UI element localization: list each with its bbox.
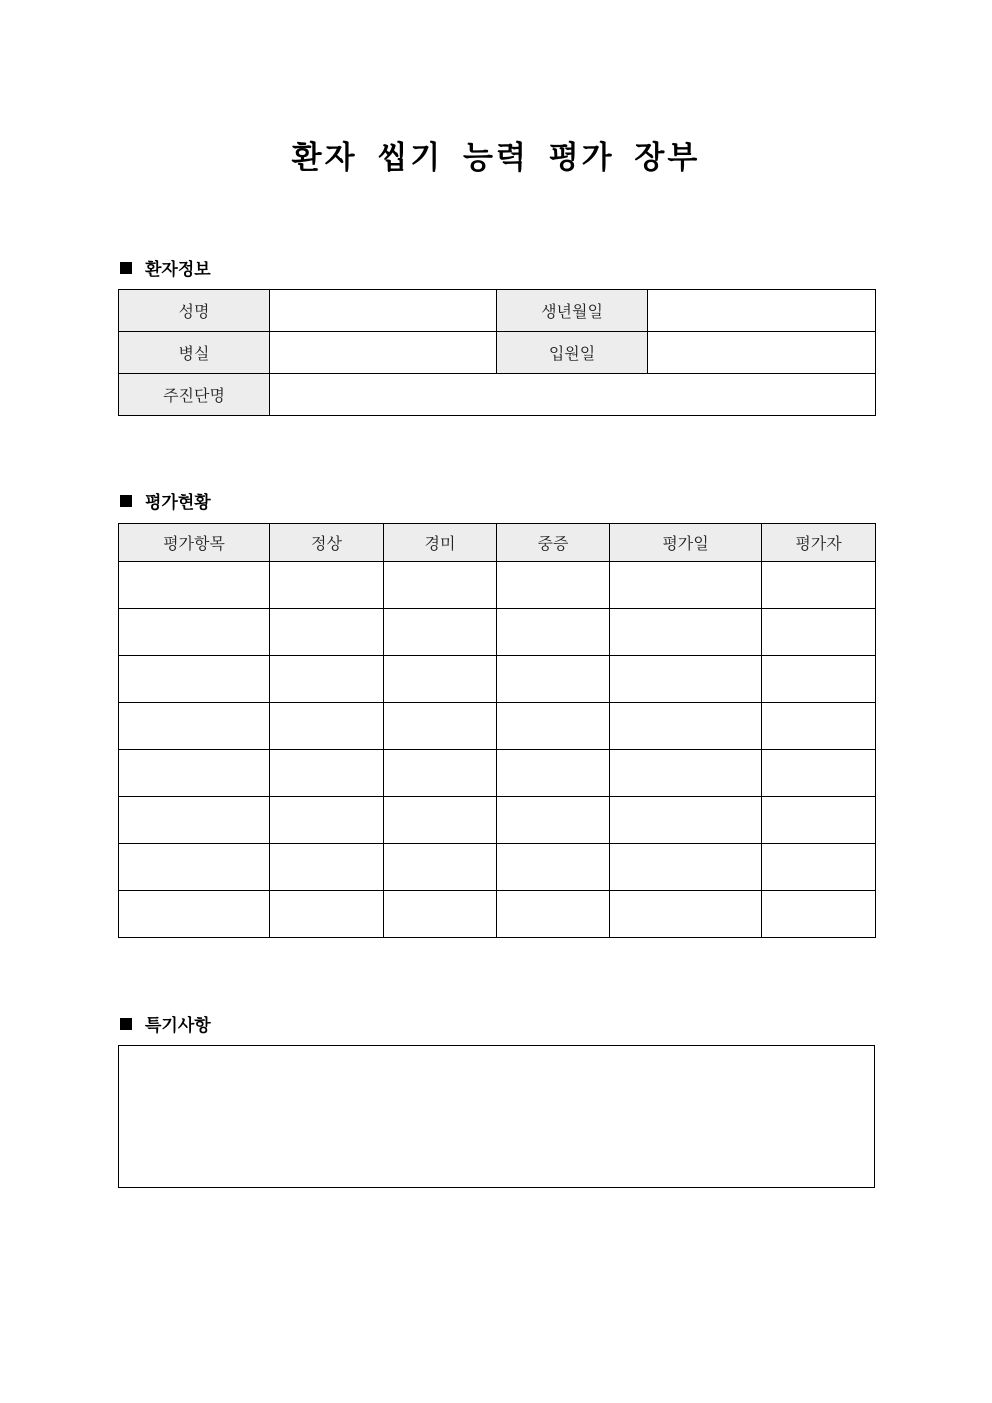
item-cell[interactable] xyxy=(119,891,270,938)
column-header-date: 평가일 xyxy=(610,524,762,562)
severe-cell[interactable] xyxy=(497,750,610,797)
column-header-mild: 경미 xyxy=(384,524,497,562)
square-bullet-icon xyxy=(120,1018,132,1030)
table-row xyxy=(119,656,876,703)
notes-field[interactable] xyxy=(118,1045,875,1188)
severe-cell[interactable] xyxy=(497,844,610,891)
room-field[interactable] xyxy=(270,332,497,374)
evaluation-table-body xyxy=(119,562,876,938)
evaluation-heading xyxy=(120,488,211,513)
square-bullet-icon xyxy=(120,262,132,274)
date-cell[interactable] xyxy=(610,562,762,609)
table-row xyxy=(119,609,876,656)
column-header-severe: 중증 xyxy=(497,524,610,562)
date-cell[interactable] xyxy=(610,797,762,844)
mild-cell[interactable] xyxy=(384,656,497,703)
severe-cell[interactable] xyxy=(497,562,610,609)
patient-info-table xyxy=(118,289,876,416)
normal-cell[interactable] xyxy=(270,656,384,703)
evaluator-cell[interactable] xyxy=(762,797,876,844)
item-cell[interactable] xyxy=(119,609,270,656)
name-field[interactable] xyxy=(270,290,497,332)
mild-cell[interactable] xyxy=(384,703,497,750)
evaluator-cell[interactable] xyxy=(762,891,876,938)
date-cell[interactable] xyxy=(610,703,762,750)
page-title: 환자 씹기 능력 평가 장부 xyxy=(291,140,701,176)
notes-heading xyxy=(120,1011,211,1036)
table-row xyxy=(119,290,876,332)
patient-info-heading xyxy=(120,255,211,280)
room-label: 병실 xyxy=(119,332,270,374)
item-cell[interactable] xyxy=(119,703,270,750)
diagnosis-field[interactable] xyxy=(270,374,876,416)
date-cell[interactable] xyxy=(610,609,762,656)
severe-cell[interactable] xyxy=(497,891,610,938)
evaluator-cell[interactable] xyxy=(762,703,876,750)
table-row xyxy=(119,374,876,416)
date-cell[interactable] xyxy=(610,750,762,797)
evaluation-heading-label: 평가현황 xyxy=(145,493,211,513)
severe-cell[interactable] xyxy=(497,656,610,703)
normal-cell[interactable] xyxy=(270,609,384,656)
column-header-item: 평가항목 xyxy=(119,524,270,562)
mild-cell[interactable] xyxy=(384,797,497,844)
evaluator-cell[interactable] xyxy=(762,844,876,891)
normal-cell[interactable] xyxy=(270,844,384,891)
date-cell[interactable] xyxy=(610,844,762,891)
mild-cell[interactable] xyxy=(384,750,497,797)
table-row xyxy=(119,332,876,374)
evaluator-cell[interactable] xyxy=(762,609,876,656)
mild-cell[interactable] xyxy=(384,609,497,656)
diagnosis-label: 주진단명 xyxy=(119,374,270,416)
table-header-row xyxy=(119,524,876,562)
table-row xyxy=(119,797,876,844)
evaluator-cell[interactable] xyxy=(762,562,876,609)
column-header-normal: 정상 xyxy=(270,524,384,562)
birthdate-label: 생년월일 xyxy=(497,290,648,332)
normal-cell[interactable] xyxy=(270,891,384,938)
normal-cell[interactable] xyxy=(270,750,384,797)
normal-cell[interactable] xyxy=(270,703,384,750)
date-cell[interactable] xyxy=(610,891,762,938)
evaluator-cell[interactable] xyxy=(762,656,876,703)
evaluation-table xyxy=(118,523,876,938)
birthdate-field[interactable] xyxy=(648,290,876,332)
mild-cell[interactable] xyxy=(384,844,497,891)
item-cell[interactable] xyxy=(119,656,270,703)
admission-date-field[interactable] xyxy=(648,332,876,374)
item-cell[interactable] xyxy=(119,797,270,844)
table-row xyxy=(119,844,876,891)
admission-date-label: 입원일 xyxy=(497,332,648,374)
evaluator-cell[interactable] xyxy=(762,750,876,797)
mild-cell[interactable] xyxy=(384,891,497,938)
notes-heading-label: 특기사항 xyxy=(145,1016,211,1036)
square-bullet-icon xyxy=(120,495,132,507)
item-cell[interactable] xyxy=(119,844,270,891)
normal-cell[interactable] xyxy=(270,797,384,844)
severe-cell[interactable] xyxy=(497,703,610,750)
mild-cell[interactable] xyxy=(384,562,497,609)
table-row xyxy=(119,750,876,797)
date-cell[interactable] xyxy=(610,656,762,703)
normal-cell[interactable] xyxy=(270,562,384,609)
patient-info-heading-label: 환자정보 xyxy=(145,260,211,280)
column-header-evaluator: 평가자 xyxy=(762,524,876,562)
item-cell[interactable] xyxy=(119,562,270,609)
table-row xyxy=(119,891,876,938)
severe-cell[interactable] xyxy=(497,609,610,656)
name-label: 성명 xyxy=(119,290,270,332)
severe-cell[interactable] xyxy=(497,797,610,844)
table-row xyxy=(119,703,876,750)
item-cell[interactable] xyxy=(119,750,270,797)
table-row xyxy=(119,562,876,609)
